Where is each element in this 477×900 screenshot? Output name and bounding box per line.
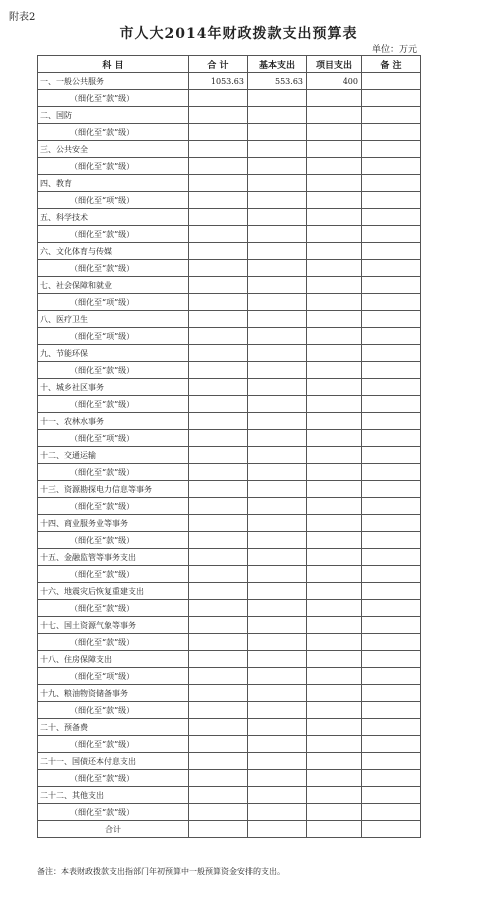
cell-total (189, 753, 248, 770)
cell-total (189, 396, 248, 413)
cell-note (362, 770, 421, 787)
table-row (38, 736, 421, 753)
table-row (38, 498, 421, 515)
table-row (38, 583, 421, 600)
cell-project (307, 192, 362, 209)
cell-project (307, 175, 362, 192)
cell-total (189, 447, 248, 464)
cell-project (307, 124, 362, 141)
cell-note (362, 396, 421, 413)
cell-basic (248, 328, 307, 345)
table-row (38, 566, 421, 583)
cell-total (189, 192, 248, 209)
cell-total (189, 532, 248, 549)
cell-project (307, 685, 362, 702)
cell-project (307, 243, 362, 260)
cell-total (189, 311, 248, 328)
cell-note (362, 549, 421, 566)
cell-total (189, 90, 248, 107)
cell-note (362, 821, 421, 838)
cell-basic (248, 413, 307, 430)
cell-note (362, 583, 421, 600)
cell-subject: 十九、粮油物资储备事务 (38, 685, 189, 702)
header-project: 项目支出 (307, 56, 362, 73)
cell-total (189, 515, 248, 532)
cell-note (362, 566, 421, 583)
cell-total (189, 685, 248, 702)
cell-total (189, 464, 248, 481)
cell-basic (248, 158, 307, 175)
cell-subject: （细化至“款”级） (38, 498, 189, 515)
cell-total (189, 124, 248, 141)
cell-note (362, 413, 421, 430)
cell-total (189, 209, 248, 226)
cell-subject: 四、教育 (38, 175, 189, 192)
cell-total (189, 107, 248, 124)
cell-subject: （细化至“款”级） (38, 770, 189, 787)
cell-basic (248, 362, 307, 379)
table-row (38, 243, 421, 260)
cell-project (307, 702, 362, 719)
cell-total (189, 243, 248, 260)
cell-note (362, 464, 421, 481)
cell-subject: 八、医疗卫生 (38, 311, 189, 328)
table-row (38, 141, 421, 158)
table-row (38, 600, 421, 617)
cell-note (362, 175, 421, 192)
table-row (38, 345, 421, 362)
table-row (38, 447, 421, 464)
cell-basic (248, 770, 307, 787)
cell-subject: （细化至“款”级） (38, 736, 189, 753)
cell-basic (248, 294, 307, 311)
cell-project (307, 430, 362, 447)
cell-note (362, 124, 421, 141)
cell-subject: （细化至“项”级） (38, 430, 189, 447)
table-row (38, 73, 421, 90)
table-row (38, 362, 421, 379)
cell-total (189, 498, 248, 515)
cell-note (362, 685, 421, 702)
table-row (38, 311, 421, 328)
cell-total (189, 226, 248, 243)
cell-project (307, 345, 362, 362)
cell-subject: 一、一般公共服务 (38, 73, 189, 90)
cell-note (362, 107, 421, 124)
cell-basic (248, 634, 307, 651)
table-row (38, 753, 421, 770)
cell-project (307, 277, 362, 294)
cell-subject: （细化至“项”级） (38, 328, 189, 345)
cell-note (362, 379, 421, 396)
cell-subject: 十八、住房保障支出 (38, 651, 189, 668)
cell-total (189, 736, 248, 753)
table-row (38, 651, 421, 668)
cell-note (362, 362, 421, 379)
table-row (38, 515, 421, 532)
cell-note (362, 498, 421, 515)
cell-total (189, 430, 248, 447)
table-row (38, 277, 421, 294)
cell-project (307, 379, 362, 396)
table-row (38, 617, 421, 634)
cell-project (307, 787, 362, 804)
table-row (38, 804, 421, 821)
cell-total (189, 787, 248, 804)
table-row (38, 549, 421, 566)
header-subject: 科 目 (38, 56, 189, 73)
cell-subject: （细化至“款”级） (38, 702, 189, 719)
cell-subject: （细化至“款”级） (38, 804, 189, 821)
cell-project (307, 498, 362, 515)
cell-note (362, 702, 421, 719)
cell-total (189, 634, 248, 651)
table-row (38, 702, 421, 719)
cell-note (362, 515, 421, 532)
cell-note (362, 804, 421, 821)
cell-total (189, 821, 248, 838)
table-row (38, 175, 421, 192)
cell-subject: （细化至“款”级） (38, 90, 189, 107)
cell-project (307, 328, 362, 345)
table-row (38, 107, 421, 124)
cell-project (307, 566, 362, 583)
attachment-label: 附表2 (9, 12, 36, 23)
cell-note (362, 277, 421, 294)
cell-subject: 六、文化体育与传媒 (38, 243, 189, 260)
cell-total: 1053.63 (189, 73, 248, 90)
cell-subject: （细化至“项”级） (38, 192, 189, 209)
cell-project (307, 515, 362, 532)
cell-basic (248, 192, 307, 209)
cell-basic (248, 379, 307, 396)
cell-project (307, 804, 362, 821)
table-row (38, 464, 421, 481)
cell-total (189, 362, 248, 379)
cell-total (189, 549, 248, 566)
cell-total (189, 260, 248, 277)
cell-subject: 合计 (38, 821, 189, 838)
cell-total (189, 277, 248, 294)
cell-total (189, 617, 248, 634)
cell-note (362, 243, 421, 260)
cell-note (362, 787, 421, 804)
cell-basic (248, 736, 307, 753)
cell-basic (248, 583, 307, 600)
page-title: 市人大2014年财政拨款支出预算表 (119, 26, 358, 42)
cell-project (307, 634, 362, 651)
cell-basic (248, 243, 307, 260)
cell-basic (248, 566, 307, 583)
table-row (38, 481, 421, 498)
cell-basic (248, 311, 307, 328)
cell-project (307, 158, 362, 175)
table-row (38, 430, 421, 447)
cell-basic (248, 447, 307, 464)
cell-subject: 十三、资源勘探电力信息等事务 (38, 481, 189, 498)
cell-subject: 七、社会保障和就业 (38, 277, 189, 294)
cell-basic (248, 804, 307, 821)
cell-subject: 九、节能环保 (38, 345, 189, 362)
cell-subject: （细化至“项”级） (38, 294, 189, 311)
cell-total (189, 702, 248, 719)
cell-total (189, 770, 248, 787)
cell-project (307, 362, 362, 379)
cell-project (307, 396, 362, 413)
cell-basic (248, 430, 307, 447)
table-row (38, 685, 421, 702)
table-row (38, 209, 421, 226)
cell-subject: （细化至“款”级） (38, 362, 189, 379)
table-row (38, 260, 421, 277)
cell-note (362, 73, 421, 90)
table-row (38, 192, 421, 209)
cell-total (189, 583, 248, 600)
table-body (38, 73, 421, 838)
cell-project (307, 583, 362, 600)
cell-note (362, 532, 421, 549)
cell-project (307, 226, 362, 243)
cell-project (307, 770, 362, 787)
cell-project (307, 532, 362, 549)
cell-basic (248, 532, 307, 549)
table-row (38, 668, 421, 685)
cell-basic (248, 549, 307, 566)
cell-subject: 十五、金融监管等事务支出 (38, 549, 189, 566)
cell-subject: 二、国防 (38, 107, 189, 124)
cell-basic (248, 345, 307, 362)
table-row (38, 821, 421, 838)
table-row (38, 634, 421, 651)
cell-basic (248, 753, 307, 770)
cell-project (307, 107, 362, 124)
cell-basic (248, 515, 307, 532)
cell-project (307, 821, 362, 838)
cell-total (189, 328, 248, 345)
cell-subject: （细化至“款”级） (38, 396, 189, 413)
cell-basic (248, 702, 307, 719)
cell-note (362, 600, 421, 617)
cell-note (362, 158, 421, 175)
cell-basic (248, 821, 307, 838)
cell-basic (248, 260, 307, 277)
footnote: 备注：本表财政拨款支出指部门年初预算中一般预算资金安排的支出。 (37, 867, 285, 876)
table-row (38, 770, 421, 787)
cell-project (307, 736, 362, 753)
cell-project (307, 311, 362, 328)
cell-subject: 十四、商业服务业等事务 (38, 515, 189, 532)
table-row (38, 226, 421, 243)
cell-project (307, 209, 362, 226)
cell-note (362, 226, 421, 243)
cell-total (189, 668, 248, 685)
cell-note (362, 311, 421, 328)
cell-subject: （细化至“款”级） (38, 226, 189, 243)
cell-basic (248, 617, 307, 634)
cell-basic (248, 719, 307, 736)
cell-basic (248, 787, 307, 804)
cell-basic (248, 481, 307, 498)
cell-project (307, 141, 362, 158)
cell-note (362, 294, 421, 311)
cell-subject: （细化至“款”级） (38, 464, 189, 481)
cell-project: 400 (307, 73, 362, 90)
cell-subject: （细化至“项”级） (38, 668, 189, 685)
cell-project (307, 294, 362, 311)
cell-subject: 十七、国土资源气象等事务 (38, 617, 189, 634)
cell-note (362, 328, 421, 345)
cell-note (362, 430, 421, 447)
table-header-row (38, 56, 421, 73)
cell-subject: 十一、农林水事务 (38, 413, 189, 430)
header-note: 备 注 (362, 56, 421, 73)
cell-basic (248, 175, 307, 192)
cell-basic (248, 277, 307, 294)
cell-note (362, 345, 421, 362)
cell-total (189, 481, 248, 498)
budget-table (37, 55, 421, 838)
cell-total (189, 804, 248, 821)
cell-total (189, 158, 248, 175)
cell-basic (248, 464, 307, 481)
cell-basic (248, 685, 307, 702)
cell-total (189, 566, 248, 583)
table-row (38, 379, 421, 396)
cell-basic (248, 396, 307, 413)
header-total: 合 计 (189, 56, 248, 73)
cell-subject: 二十、预备费 (38, 719, 189, 736)
cell-subject: （细化至“款”级） (38, 566, 189, 583)
cell-note (362, 481, 421, 498)
cell-note (362, 668, 421, 685)
cell-note (362, 209, 421, 226)
cell-project (307, 447, 362, 464)
cell-project (307, 600, 362, 617)
cell-project (307, 464, 362, 481)
cell-subject: 二十一、国债还本付息支出 (38, 753, 189, 770)
cell-total (189, 719, 248, 736)
cell-subject: 三、公共安全 (38, 141, 189, 158)
cell-total (189, 294, 248, 311)
cell-note (362, 90, 421, 107)
unit-label: 单位：万元 (371, 45, 417, 55)
cell-note (362, 617, 421, 634)
cell-total (189, 413, 248, 430)
cell-basic (248, 600, 307, 617)
cell-project (307, 90, 362, 107)
table-row (38, 413, 421, 430)
cell-basic (248, 668, 307, 685)
cell-subject: （细化至“款”级） (38, 260, 189, 277)
cell-project (307, 651, 362, 668)
cell-note (362, 736, 421, 753)
cell-total (189, 141, 248, 158)
cell-subject: （细化至“款”级） (38, 634, 189, 651)
header-basic: 基本支出 (248, 56, 307, 73)
cell-basic (248, 141, 307, 158)
cell-note (362, 260, 421, 277)
cell-project (307, 260, 362, 277)
table-row (38, 294, 421, 311)
table-row (38, 158, 421, 175)
cell-subject: 十六、地震灾后恢复重建支出 (38, 583, 189, 600)
table-row (38, 328, 421, 345)
table-row (38, 787, 421, 804)
cell-note (362, 651, 421, 668)
cell-project (307, 719, 362, 736)
cell-basic (248, 498, 307, 515)
cell-subject: 五、科学技术 (38, 209, 189, 226)
cell-basic: 553.63 (248, 73, 307, 90)
cell-project (307, 413, 362, 430)
cell-basic (248, 209, 307, 226)
cell-project (307, 617, 362, 634)
cell-project (307, 753, 362, 770)
table-row (38, 719, 421, 736)
cell-subject: （细化至“款”级） (38, 600, 189, 617)
cell-subject: （细化至“款”级） (38, 124, 189, 141)
table-row (38, 396, 421, 413)
cell-total (189, 651, 248, 668)
cell-total (189, 345, 248, 362)
cell-basic (248, 124, 307, 141)
cell-subject: 十二、交通运输 (38, 447, 189, 464)
cell-basic (248, 107, 307, 124)
cell-subject: 十、城乡社区事务 (38, 379, 189, 396)
table-row (38, 532, 421, 549)
cell-note (362, 719, 421, 736)
cell-total (189, 600, 248, 617)
table-row (38, 124, 421, 141)
cell-subject: （细化至“款”级） (38, 158, 189, 175)
cell-note (362, 753, 421, 770)
cell-subject: （细化至“款”级） (38, 532, 189, 549)
cell-basic (248, 226, 307, 243)
cell-basic (248, 651, 307, 668)
cell-project (307, 481, 362, 498)
cell-subject: 二十二、其他支出 (38, 787, 189, 804)
cell-note (362, 447, 421, 464)
cell-note (362, 192, 421, 209)
cell-total (189, 175, 248, 192)
cell-total (189, 379, 248, 396)
cell-basic (248, 90, 307, 107)
cell-note (362, 634, 421, 651)
cell-project (307, 549, 362, 566)
cell-project (307, 668, 362, 685)
cell-note (362, 141, 421, 158)
table-row (38, 90, 421, 107)
